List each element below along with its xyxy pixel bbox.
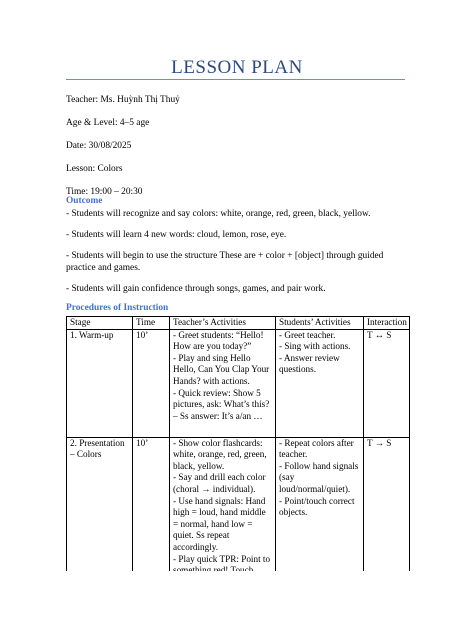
student-activity: - Follow hand signals (say loud/normal/quiet). xyxy=(279,460,359,494)
document-title: LESSON PLAN xyxy=(171,57,303,78)
student-activity: - Answer review questions. xyxy=(279,352,340,375)
teacher-activity: - Say and drill each color (choral → individual). xyxy=(173,472,266,494)
age-level-line: Age & Level: 4–5 age xyxy=(66,118,150,128)
students-activities-cell xyxy=(276,437,364,587)
outcome-item: - Students will begin to use the structure These are + color + [object] through guided practice and games. xyxy=(66,251,384,273)
header-teacher-activities: Teacher’s Activities xyxy=(170,317,276,330)
teacher-activities-cell xyxy=(170,437,276,587)
outcome-heading: Outcome xyxy=(66,196,103,206)
outcome-item: - Students will recognize and say colors: white, orange, red, green, black, yellow. xyxy=(66,209,371,219)
teacher-activity: - Play and sing Hello Hello, Can You Clap Your Hands? with actions. xyxy=(173,352,270,386)
header-stage: Stage xyxy=(67,317,133,330)
procedures-heading: Procedures of Instruction xyxy=(66,303,169,313)
student-activity: - Greet teacher. xyxy=(279,329,336,340)
table-header-row xyxy=(67,317,410,330)
student-activity: - Sing with actions. xyxy=(279,341,351,352)
students-activities-cell xyxy=(276,329,364,437)
stage-cell: 1. Warm-up xyxy=(67,329,133,437)
lesson-line: Lesson: Colors xyxy=(66,164,123,174)
outcome-item: - Students will learn 4 new words: cloud, lemon, rose, eye. xyxy=(66,230,287,240)
teacher-line: Teacher: Ms. Huỳnh Thị Thuỷ xyxy=(66,95,180,105)
time-cell: 10’ xyxy=(133,437,170,587)
stage-cell: 2. Presentation – Colors xyxy=(67,437,133,587)
teacher-activity: - Greet students: “Hello! How are you today?” xyxy=(173,329,264,352)
time-line: Time: 19:00 – 20:30 xyxy=(66,187,143,197)
teacher-activity: - Play quick TPR: Point to xyxy=(173,553,271,564)
teacher-activity: - Show color flashcards: white, orange, red, green, black, yellow. xyxy=(173,437,267,471)
outcome-item: - Students will gain confidence through songs, games, and pair work. xyxy=(66,284,326,294)
header-students-activities: Students’ Activities xyxy=(276,317,364,330)
time-cell: 10’ xyxy=(133,329,170,437)
page-bottom-margin xyxy=(0,571,474,632)
table-row xyxy=(67,329,410,437)
teacher-activity: - Quick review: Show 5 pictures, ask: What’s this? – Ss answer: It’s a/an … xyxy=(173,387,270,421)
table-row xyxy=(67,437,410,587)
header-time: Time xyxy=(133,317,170,330)
procedures-table xyxy=(66,316,410,588)
interaction-cell: T ↔ S xyxy=(364,329,410,437)
date-line: Date: 30/08/2025 xyxy=(66,141,132,151)
student-activity: - Point/touch correct objects. xyxy=(279,495,355,518)
student-activity: - Repeat colors after teacher. xyxy=(279,437,354,460)
header-interaction: Interaction xyxy=(364,317,410,330)
teacher-activities-cell xyxy=(170,329,276,437)
interaction-cell: T → S xyxy=(364,437,410,587)
teacher-activity: - Use hand signals: Hand high = loud, hand middle = normal, hand low = quiet. Ss repeat accordingly. xyxy=(173,495,266,552)
title-underline xyxy=(66,79,405,80)
